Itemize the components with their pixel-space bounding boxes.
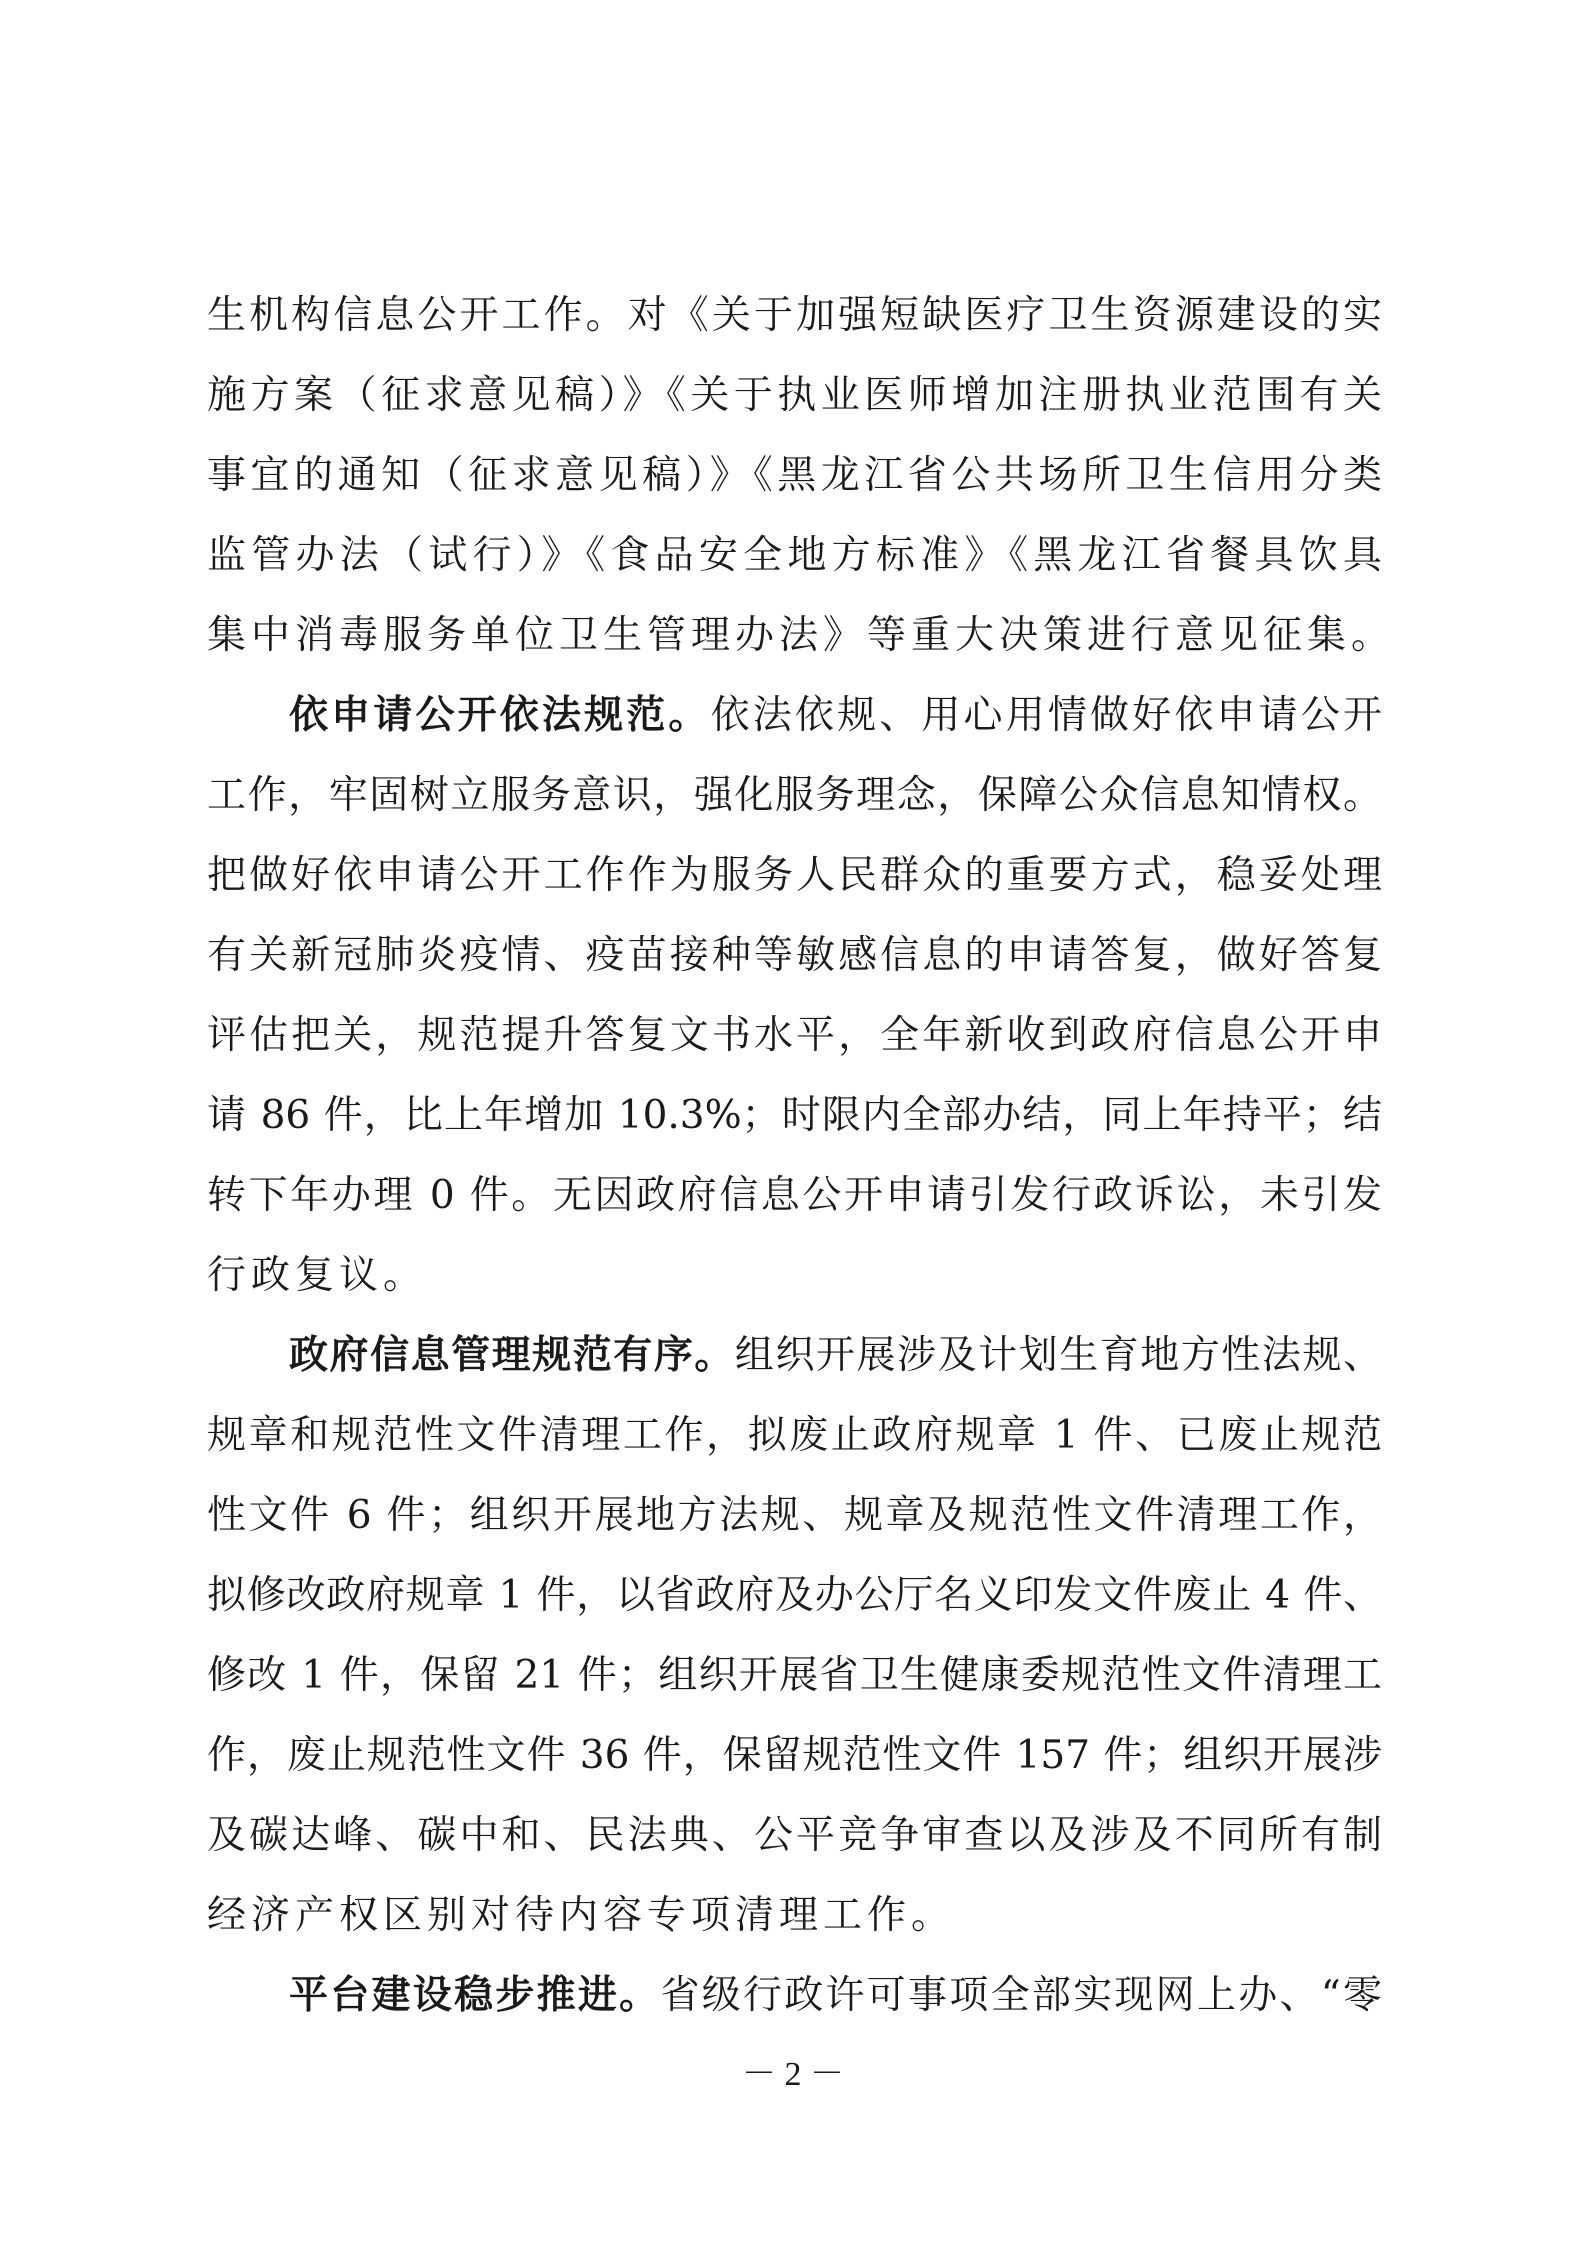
text-line: 工作，牢固树立服务意识，强化服务理念，保障公众信息知情权。 bbox=[207, 773, 1382, 818]
text-line: 把做好依申请公开工作作为服务人民群众的重要方式，稳妥处理 bbox=[207, 853, 1382, 898]
text-line: 请 86 件，比上年增加 10.3%；时限内全部办结，同上年持平；结 bbox=[207, 1093, 1382, 1138]
text-line: 生机构信息公开工作。对《关于加强短缺医疗卫生资源建设的实 bbox=[207, 293, 1382, 338]
paragraph-heading: 政府信息管理规范有序。 bbox=[289, 1333, 735, 1378]
text-run: 依法依规、用心用情做好依申请公开 bbox=[710, 693, 1382, 738]
text-line: 规章和规范性文件清理工作，拟废止政府规章 1 件、已废止规范 bbox=[207, 1413, 1382, 1458]
text-line: 拟修改政府规章 1 件，以省政府及办公厅名义印发文件废止 4 件、 bbox=[207, 1573, 1382, 1618]
text-line: 有关新冠肺炎疫情、疫苗接种等敏感信息的申请答复，做好答复 bbox=[207, 933, 1382, 978]
text-line: 转下年办理 0 件。无因政府信息公开申请引发行政诉讼，未引发 bbox=[207, 1173, 1382, 1218]
page-number: － 2 － bbox=[742, 2056, 844, 2093]
text-line: 监管办法（试行）》《食品安全地方标准》《黑龙江省餐具饮具 bbox=[207, 533, 1382, 578]
text-line: 事宜的通知（征求意见稿）》《黑龙江省公共场所卫生信用分类 bbox=[207, 453, 1382, 498]
text-line: 及碳达峰、碳中和、民法典、公平竞争审查以及涉及不同所有制 bbox=[207, 1813, 1382, 1858]
text-line: 性文件 6 件；组织开展地方法规、规章及规范性文件清理工作， bbox=[207, 1493, 1382, 1538]
text-line: 经济产权区别对待内容专项清理工作。 bbox=[207, 1893, 956, 1938]
text-line: 施方案（征求意见稿）》《关于执业医师增加注册执业范围有关 bbox=[207, 373, 1382, 418]
paragraph-heading: 依申请公开依法规范。 bbox=[289, 693, 711, 738]
text-line: 行政复议。 bbox=[207, 1253, 428, 1298]
text-run: 省级行政许可事项全部实现网上办、“零 bbox=[660, 1973, 1382, 2018]
paragraph-heading: 平台建设稳步推进。 bbox=[289, 1973, 661, 2018]
paragraph-first-line bbox=[289, 1972, 1382, 2024]
paragraph-first-line bbox=[289, 692, 1382, 744]
paragraph-first-line bbox=[289, 1332, 1382, 1384]
text-line: 评估把关，规范提升答复文书水平，全年新收到政府信息公开申 bbox=[207, 1013, 1382, 1058]
text-line: 集中消毒服务单位卫生管理办法》等重大决策进行意见征集。 bbox=[207, 613, 1396, 658]
text-run: 组织开展涉及计划生育地方性法规、 bbox=[734, 1333, 1382, 1378]
text-line: 修改 1 件，保留 21 件；组织开展省卫生健康委规范性文件清理工 bbox=[207, 1653, 1382, 1698]
text-line: 作，废止规范性文件 36 件，保留规范性文件 157 件；组织开展涉 bbox=[207, 1733, 1382, 1778]
